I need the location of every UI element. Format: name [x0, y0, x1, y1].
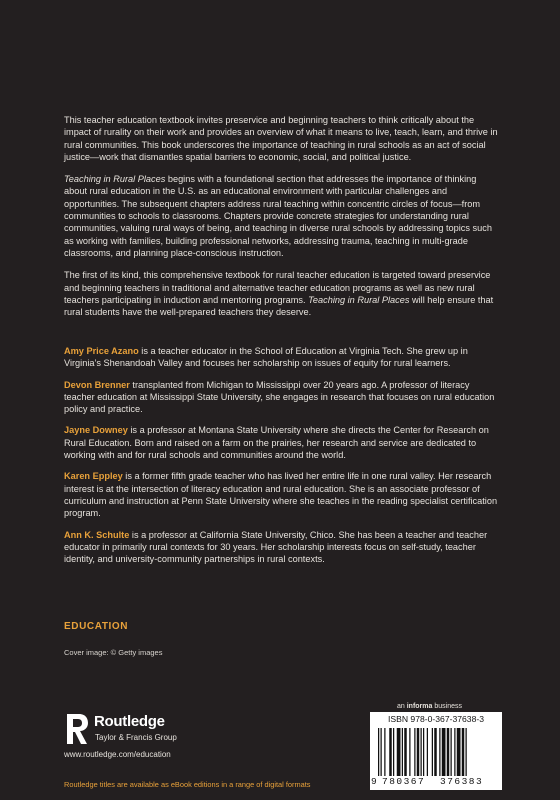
barcode-bar	[404, 728, 407, 776]
barcode-bar	[457, 728, 461, 776]
description-text-3a: The first of its kind, this comprehensive textbook for rural teacher education is targeted toward preservice and beginning teachers in traditional and alternative teacher education programs as well as new rural teachers participating in induction and mentoring programs.	[64, 270, 491, 305]
author-bio-text: is a professor at Montana State University where she directs the Center for Research on Rural Education. Born and raised on a farm on the prairies, her research and service are dedicated to working with and for rural schools and communities around the world.	[64, 425, 489, 461]
author-bio	[64, 424, 500, 461]
isbn-label: ISBN 978-0-367-37638-3	[387, 714, 485, 724]
barcode-bar	[434, 728, 437, 776]
barcode-bar	[451, 728, 452, 776]
barcode-digits-right: 376383	[440, 776, 484, 787]
barcode-bar	[393, 728, 394, 776]
author-name: Amy Price Azano	[64, 346, 139, 356]
barcode-bar	[384, 728, 385, 776]
barcode-bars	[378, 728, 496, 776]
barcode-bar	[409, 728, 410, 776]
informa-suffix: business	[432, 703, 462, 710]
barcode-bar	[414, 728, 415, 776]
author-bio	[64, 379, 500, 416]
barcode-bar	[462, 728, 465, 776]
author-bio-text: transplanted from Michigan to Mississippi over 20 years ago. A professor of literacy teacher education at Mississippi State University, she engages in research that focuses on rural education policy and practice.	[64, 379, 495, 415]
barcode-bar	[432, 728, 433, 776]
barcode-bar	[397, 728, 401, 776]
subject-category: EDUCATION	[64, 621, 129, 632]
author-name: Jayne Downey	[64, 425, 128, 436]
routledge-logo-icon	[64, 712, 90, 748]
author-name: Karen Eppley	[64, 471, 123, 482]
author-bio	[64, 345, 500, 370]
description-paragraph-2	[64, 173, 500, 259]
author-bio	[64, 529, 500, 566]
author-name: Ann K. Schulte	[64, 529, 130, 540]
publisher-group: Taylor & Francis Group	[95, 733, 177, 742]
author-bios	[64, 345, 500, 574]
barcode-bar	[423, 728, 424, 776]
barcode-bar	[389, 728, 392, 776]
informa-business-tag	[397, 703, 462, 710]
author-bio-text: is a former fifth grade teacher who has lived her entire life in one rural valley. Her research interest is at the intersection of literacy education and rural education. She is an associate professor of curriculum and instruction at Penn State University where she teaches in the reading specialist certification program.	[64, 471, 498, 519]
barcode-bar	[427, 728, 428, 776]
barcode-bar	[417, 728, 420, 776]
informa-prefix: an	[397, 703, 407, 710]
barcode-bar	[439, 728, 440, 776]
cover-image-credit: Cover image: © Getty images	[64, 648, 163, 657]
book-title-italic: Teaching in Rural Places	[64, 174, 166, 185]
barcode-bar	[454, 728, 455, 776]
description-paragraph-1	[64, 114, 500, 163]
author-bio	[64, 470, 500, 519]
barcode-bar	[402, 728, 403, 776]
barcode-bar	[421, 728, 422, 776]
author-bio-text: is a teacher educator in the School of Education at Virginia Tech. She grew up in Virginia’s Shenandoah Valley and focuses her scholarship on issues of equity for rural learners.	[64, 346, 468, 369]
description-text-2: begins with a foundational section that addresses the importance of thinking about rural education in the U.S. as an educational environment with particular challenges and opportunities. The subsequent chapters address rural teaching within concentric circles of focus—from communities to schools to classrooms. Chapters provide concrete strategies for understanding rural communities, valuing rural ways of being, and teaching in diverse rural schools by addressing topics such as working with families, building professional networks, addressing trauma, teaching in multi-grade classrooms, and planning place-conscious instruction.	[64, 174, 492, 258]
publisher-block	[64, 712, 264, 772]
informa-word: informa	[406, 703, 433, 710]
barcode-bar	[442, 728, 446, 776]
ebook-availability-note: Routledge titles are available as eBook editions in a range of digital formats	[64, 780, 311, 789]
isbn-barcode	[370, 712, 502, 790]
author-name: Devon Brenner	[64, 379, 130, 390]
book-title-italic: Teaching in Rural Places	[308, 294, 410, 305]
publisher-url[interactable]: www.routledge.com/education	[64, 750, 171, 759]
description-text-3b: will help ensure that rural students have the well-prepared teachers they deserve.	[64, 294, 494, 318]
barcode-bar	[378, 728, 379, 776]
publisher-name: Routledge	[94, 713, 165, 730]
barcode-bar	[466, 728, 467, 776]
barcode-bar	[447, 728, 450, 776]
description-text-1: This teacher education textbook invites preservice and beginning teachers to think critically about the impact of rurality on their work and provides an overview of what it means to live, teach, learn, and thrive in rural communities. This book underscores the importance of teaching in rural schools as an act of social justice—work that dismantles spatial barriers to economic, social, and political justice.	[64, 115, 498, 162]
author-bio-text: is a professor at California State University, Chico. She has been a teacher and teacher educator in primarily rural contexts for 30 years. Her scholarship interests focus on self-study, teacher identity, and university-community partnerships in rural contexts.	[64, 529, 488, 565]
book-description	[64, 114, 500, 328]
barcode-digit-first: 9	[371, 776, 377, 787]
barcode-digits-left: 780367	[382, 776, 426, 787]
description-paragraph-3	[64, 269, 500, 318]
barcode-bar	[381, 728, 382, 776]
